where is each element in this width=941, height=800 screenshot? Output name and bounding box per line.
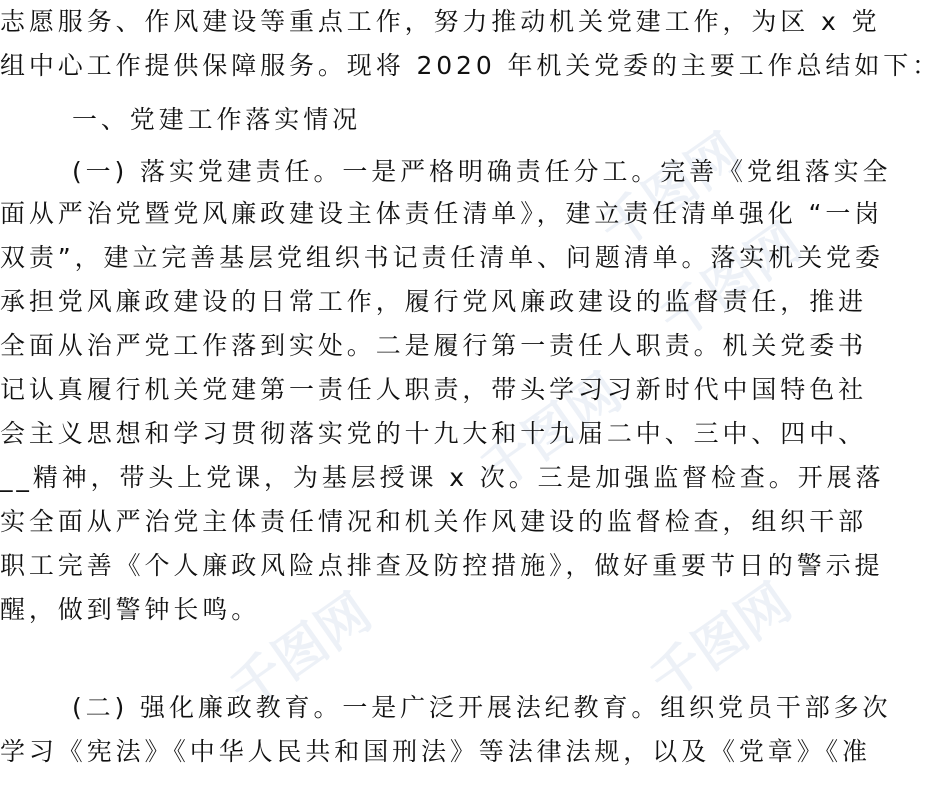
body-text-line: 双责”，建立完善基层党组织书记责任清单、问题清单。落实机关党委 [0, 243, 884, 272]
body-text-line: 志愿服务、作风建设等重点工作，努力推动机关党建工作，为区 x 党 [0, 7, 881, 36]
subsection-paragraph-start: (一) 落实党建责任。一是严格明确责任分工。完善《党组落实全 [72, 157, 892, 186]
watermark-logo-5: 千图网 [640, 572, 803, 712]
subsection-paragraph-start: (二) 强化廉政教育。一是广泛开展法纪教育。组织党员干部多次 [72, 693, 892, 722]
watermark-logo-3: 千图网 [470, 362, 633, 502]
section-heading: 一、党建工作落实情况 [72, 105, 362, 134]
watermark-logo-1: 千图网 [590, 122, 753, 262]
body-text-line: __精神，带头上党课，为基层授课 x 次。三是加强监督检查。开展落 [0, 463, 885, 492]
body-text-line: 实全面从严治党主体责任情况和机关作风建设的监督检查，组织干部 [0, 507, 868, 536]
body-text-line: 职工完善《个人廉政风险点排查及防控措施》，做好重要节日的警示提 [0, 551, 884, 580]
body-text-line: 记认真履行机关党建第一责任人职责，带头学习习新时代中国特色社 [0, 375, 868, 404]
body-text-line: 组中心工作提供保障服务。现将 2020 年机关党委的主要工作总结如下： [0, 51, 941, 80]
body-text-line: 全面从治严党工作落到实处。二是履行第一责任人职责。机关党委书 [0, 331, 868, 360]
body-text-line: 醒，做到警钟长鸣。 [0, 595, 261, 624]
body-text-line: 承担党风廉政建设的日常工作，履行党风廉政建设的监督责任，推进 [0, 287, 868, 316]
watermark-logo-4: 千图网 [220, 582, 383, 722]
body-text-line: 会主义思想和学习贯彻落实党的十九大和十九届二中、三中、四中、 [0, 419, 868, 448]
body-text-line: 面从严治党暨党风廉政建设主体责任清单》，建立责任清单强化 “一岗 [0, 199, 884, 228]
watermark-logo-2: 千图网 [650, 212, 813, 352]
body-text-line: 学习《宪法》《中华人民共和国刑法》等法律法规，以及《党章》《准 [0, 737, 871, 766]
